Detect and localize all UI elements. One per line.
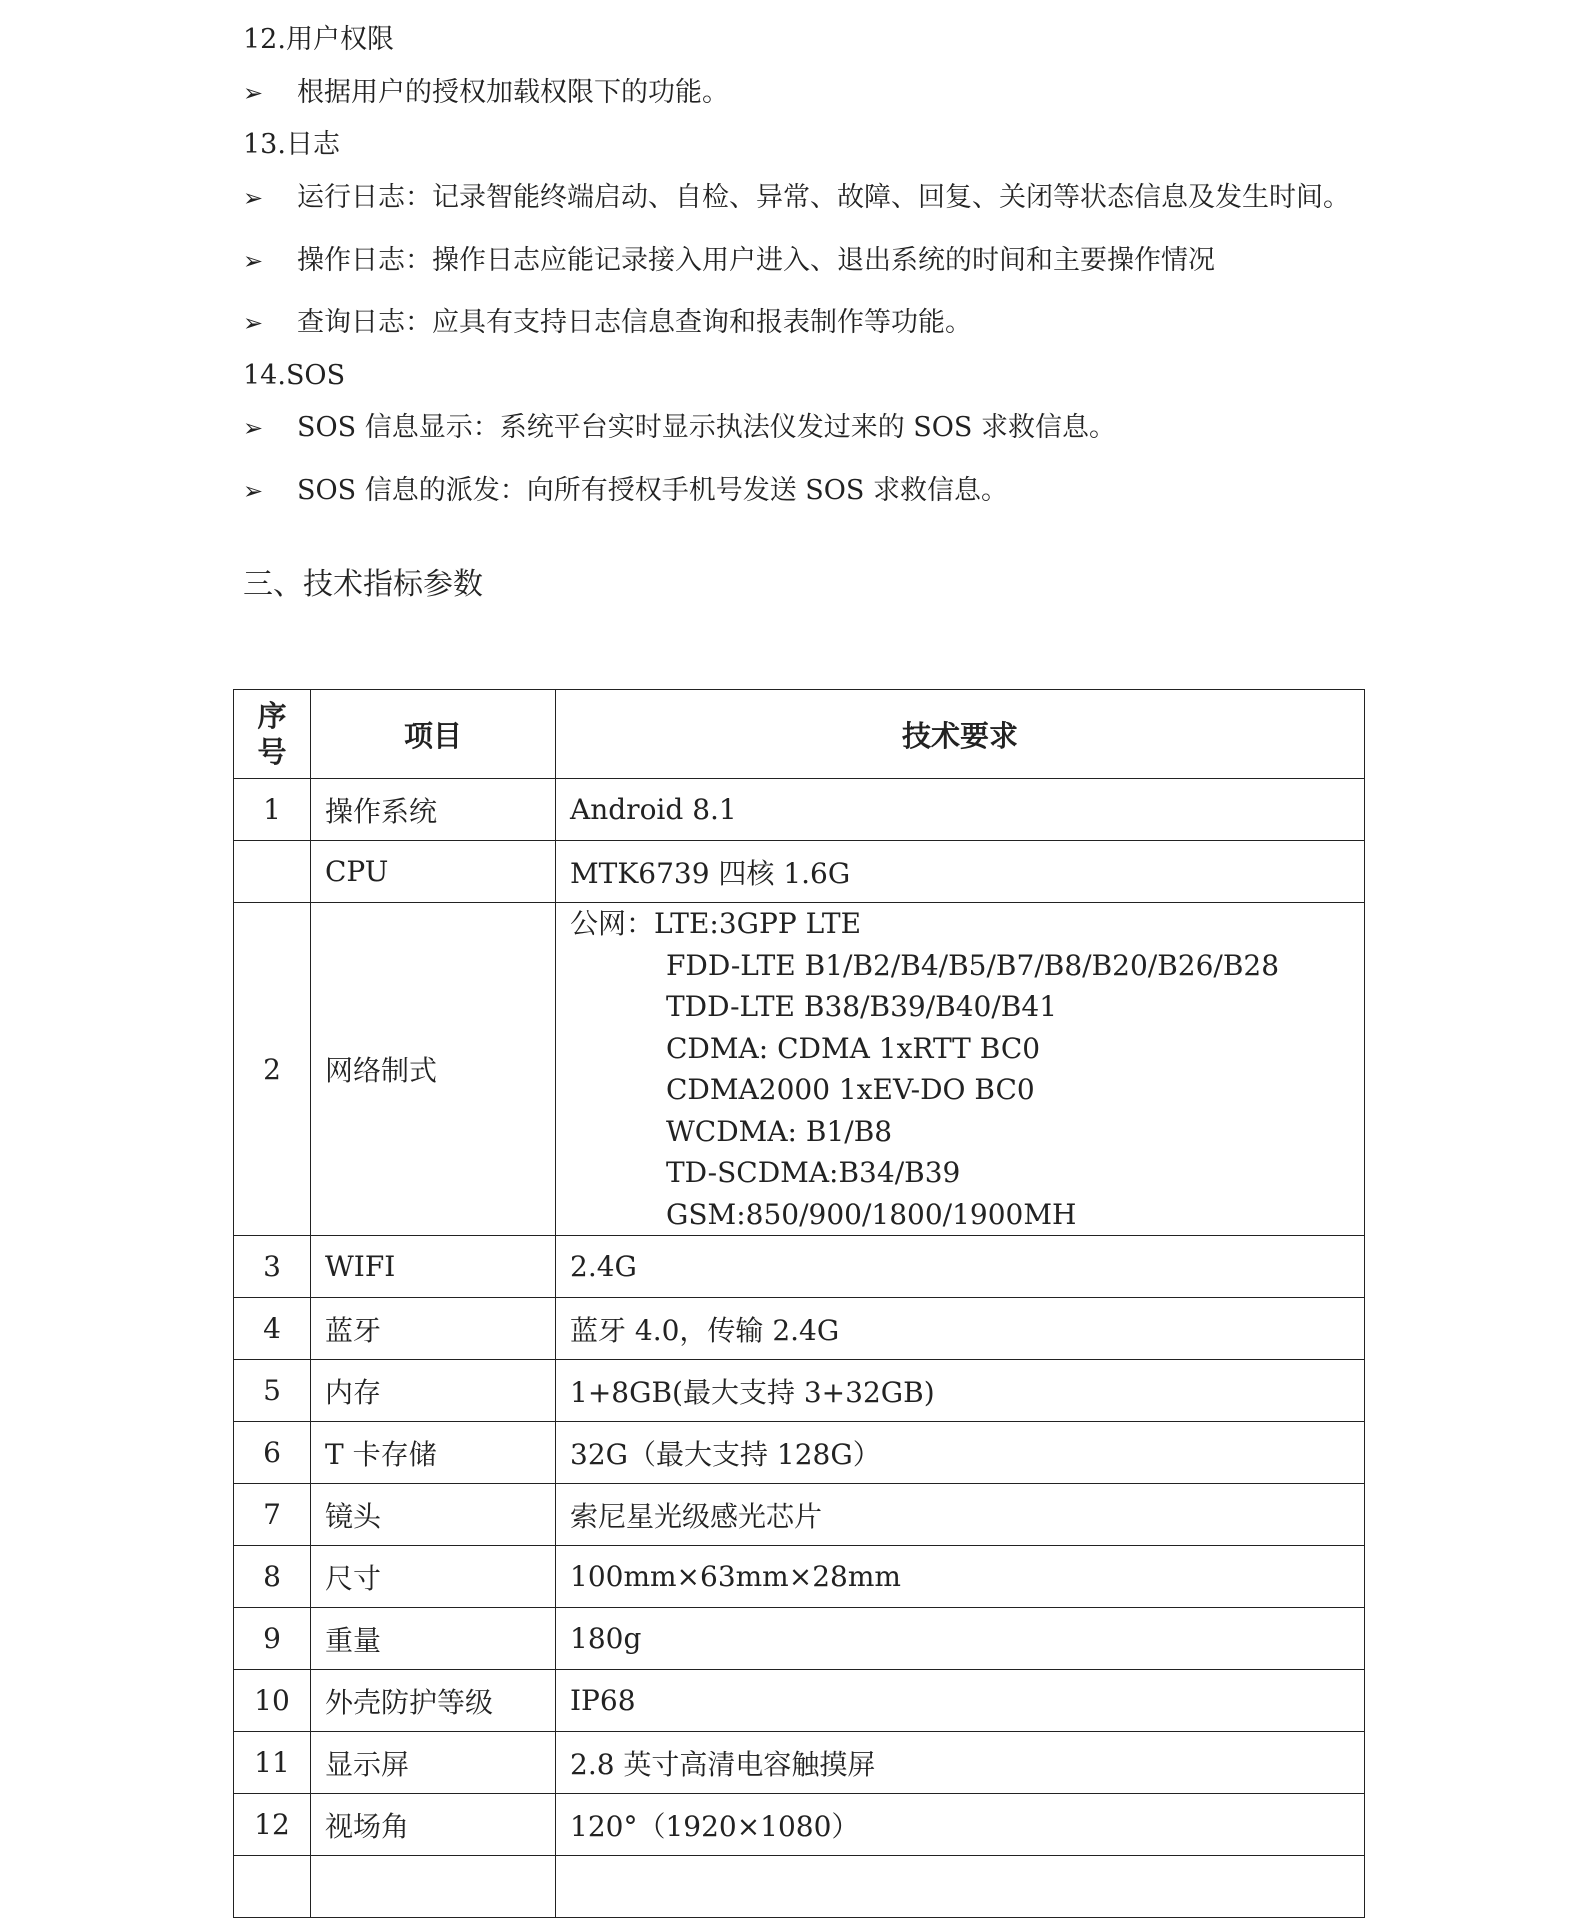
cell-item — [311, 1856, 556, 1918]
arrow-bullet-icon: ➢ — [243, 184, 264, 212]
spec-table — [233, 689, 1365, 1918]
cell-requirement: 32G（最大支持 128G） — [556, 1422, 1365, 1484]
cell-no: 7 — [234, 1484, 311, 1546]
table-row — [234, 1546, 1365, 1608]
cell-no: 12 — [234, 1794, 311, 1856]
requirement-line: CDMA: CDMA 1xRTT BC0 — [666, 1031, 1041, 1065]
list-item — [243, 309, 972, 336]
requirement-line: WCDMA: B1/B8 — [666, 1114, 893, 1148]
cell-no: 5 — [234, 1360, 311, 1422]
arrow-bullet-icon: ➢ — [243, 247, 264, 275]
header-item: 项目 — [311, 690, 556, 779]
arrow-bullet-icon: ➢ — [243, 309, 264, 337]
cell-no: 9 — [234, 1608, 311, 1670]
cell-requirement: MTK6739 四核 1.6G — [556, 841, 1365, 903]
cell-item: 镜头 — [311, 1484, 556, 1546]
list-item — [243, 184, 1350, 211]
section-13-title: 13.日志 — [243, 129, 340, 160]
table-row — [234, 779, 1365, 841]
cell-requirement: IP68 — [556, 1670, 1365, 1732]
cell-no: 11 — [234, 1732, 311, 1794]
cell-no: 1 — [234, 779, 311, 841]
table-row — [234, 1670, 1365, 1732]
table-row — [234, 1236, 1365, 1298]
cell-item: 蓝牙 — [311, 1298, 556, 1360]
list-item-text: 根据用户的授权加载权限下的功能。 — [297, 77, 729, 108]
list-item — [243, 414, 1116, 441]
table-row — [234, 1298, 1365, 1360]
section-14-title: 14.SOS — [243, 360, 346, 391]
table-row — [234, 1360, 1365, 1422]
table-row — [234, 1856, 1365, 1918]
list-item-text: 操作日志：操作日志应能记录接入用户进入、退出系统的时间和主要操作情况 — [297, 245, 1215, 276]
header-no-line1: 序 — [257, 698, 287, 733]
cell-requirement: 2.4G — [556, 1236, 1365, 1298]
requirement-line: GSM:850/900/1800/1900MH — [666, 1197, 1077, 1231]
cell-no: 3 — [234, 1236, 311, 1298]
table-header-row — [234, 690, 1365, 779]
arrow-bullet-icon: ➢ — [243, 477, 264, 505]
cell-item: 外壳防护等级 — [311, 1670, 556, 1732]
cell-requirement: 100mm×63mm×28mm — [556, 1546, 1365, 1608]
cell-no: 2 — [234, 903, 311, 1236]
cell-requirement — [556, 903, 1365, 1236]
requirement-line: 公网：LTE:3GPP LTE — [570, 907, 862, 940]
table-row — [234, 841, 1365, 903]
cell-item: 内存 — [311, 1360, 556, 1422]
cell-item: T 卡存储 — [311, 1422, 556, 1484]
table-row — [234, 1732, 1365, 1794]
table-row — [234, 1608, 1365, 1670]
table-row — [234, 1484, 1365, 1546]
list-item-text: 运行日志：记录智能终端启动、自检、异常、故障、回复、关闭等状态信息及发生时间。 — [297, 182, 1350, 213]
cell-no — [234, 841, 311, 903]
requirement-line: TDD-LTE B38/B39/B40/B41 — [666, 990, 1058, 1023]
list-item-text: SOS 信息的派发：向所有授权手机号发送 SOS 求救信息。 — [297, 475, 1009, 506]
cell-requirement — [556, 1856, 1365, 1918]
requirement-line: TD-SCDMA:B34/B39 — [666, 1156, 961, 1189]
requirement-line: FDD-LTE B1/B2/B4/B5/B7/B8/B20/B26/B28 — [666, 948, 1280, 982]
list-item — [243, 477, 1008, 504]
list-item — [243, 79, 729, 106]
cell-requirement: 1+8GB(最大支持 3+32GB) — [556, 1360, 1365, 1422]
table-row — [234, 1422, 1365, 1484]
cell-no: 10 — [234, 1670, 311, 1732]
cell-requirement: 蓝牙 4.0，传输 2.4G — [556, 1298, 1365, 1360]
cell-item: 网络制式 — [311, 903, 556, 1236]
cell-item: 重量 — [311, 1608, 556, 1670]
header-no-line2: 号 — [257, 735, 287, 769]
list-item-text: 查询日志：应具有支持日志信息查询和报表制作等功能。 — [297, 307, 972, 338]
cell-no: 4 — [234, 1298, 311, 1360]
arrow-bullet-icon: ➢ — [243, 414, 264, 442]
header-requirement: 技术要求 — [556, 690, 1365, 779]
cell-item: 视场角 — [311, 1794, 556, 1856]
section-title: 三、技术指标参数 — [243, 567, 483, 602]
cell-requirement: Android 8.1 — [556, 779, 1365, 841]
cell-item: 尺寸 — [311, 1546, 556, 1608]
cell-no: 8 — [234, 1546, 311, 1608]
arrow-bullet-icon: ➢ — [243, 79, 264, 107]
requirement-line: CDMA2000 1xEV-DO BC0 — [666, 1073, 1035, 1106]
table-row — [234, 1794, 1365, 1856]
cell-requirement: 索尼星光级感光芯片 — [556, 1484, 1365, 1546]
cell-requirement: 180g — [556, 1608, 1365, 1670]
cell-requirement: 2.8 英寸高清电容触摸屏 — [556, 1732, 1365, 1794]
header-no — [234, 690, 311, 779]
cell-item: WIFI — [311, 1236, 556, 1298]
cell-requirement: 120°（1920×1080） — [556, 1794, 1365, 1856]
table-row — [234, 903, 1365, 1236]
list-item-text: SOS 信息显示：系统平台实时显示执法仪发过来的 SOS 求救信息。 — [297, 412, 1117, 443]
list-item — [243, 247, 1215, 274]
cell-item: 显示屏 — [311, 1732, 556, 1794]
cell-no — [234, 1856, 311, 1918]
section-12-title: 12.用户权限 — [243, 24, 394, 55]
cell-no: 6 — [234, 1422, 311, 1484]
cell-item: CPU — [311, 841, 556, 903]
cell-item: 操作系统 — [311, 779, 556, 841]
